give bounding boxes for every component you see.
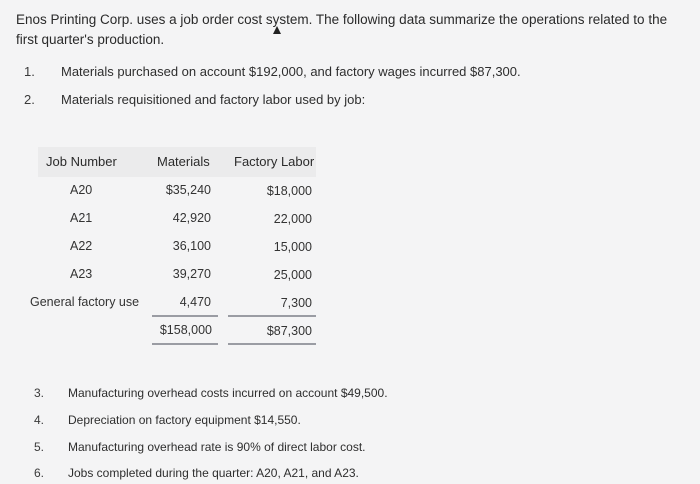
table-row-job: General factory use <box>30 295 140 309</box>
item-text-5: Manufacturing overhead rate is 90% of direct labor cost. <box>68 440 366 454</box>
item-number-5: 5. <box>34 440 45 454</box>
total-labor: $87,300 <box>266 324 312 338</box>
item-text-6: Jobs completed during the quarter: A20, A21, and A23. <box>68 466 359 480</box>
item-text-4: Depreciation on factory equipment $14,550. <box>68 413 301 427</box>
mouse-cursor-icon <box>273 26 281 34</box>
table-row-materials: 42,920 <box>172 211 211 225</box>
item-number-1: 1. <box>24 64 35 79</box>
item-number-4: 4. <box>34 413 45 427</box>
table-row-job: A20 <box>70 183 93 197</box>
item-text-3: Manufacturing overhead costs incurred on account $49,500. <box>68 386 388 400</box>
table-row-labor: 15,000 <box>273 240 312 254</box>
total-double-rule-materials <box>152 343 218 345</box>
intro-paragraph: Enos Printing Corp. uses a job order cost system. The following data summarize the operations related to the first quarter's production. <box>16 12 668 47</box>
total-materials: $158,000 <box>159 323 212 337</box>
item-text-2: Materials requisitioned and factory labor used by job: <box>61 92 366 107</box>
total-rule-labor <box>228 315 316 317</box>
total-rule-materials <box>152 315 218 317</box>
table-row-materials: 36,100 <box>172 239 211 253</box>
total-double-rule-labor <box>228 343 316 345</box>
item-number-3: 3. <box>34 386 45 400</box>
item-number-6: 6. <box>34 466 45 480</box>
table-row-labor: 7,300 <box>280 296 312 310</box>
table-row-job: A22 <box>70 239 93 253</box>
table-row-job: A23 <box>70 267 93 281</box>
table-row-labor: 22,000 <box>273 212 312 226</box>
item-number-2: 2. <box>24 92 35 107</box>
table-row-job: A21 <box>70 211 93 225</box>
table-row-labor: 25,000 <box>273 268 312 282</box>
table-row-materials: $35,240 <box>165 183 211 197</box>
header-materials: Materials <box>157 154 210 169</box>
job-cost-table <box>22 147 322 357</box>
table-row-labor: $18,000 <box>266 184 312 198</box>
table-row-materials: 39,270 <box>172 267 211 281</box>
header-factory-labor: Factory Labor <box>234 154 315 169</box>
table-row-materials: 4,470 <box>179 295 211 309</box>
item-text-1: Materials purchased on account $192,000, and factory wages incurred $87,300. <box>61 64 521 79</box>
header-job-number: Job Number <box>46 154 117 169</box>
